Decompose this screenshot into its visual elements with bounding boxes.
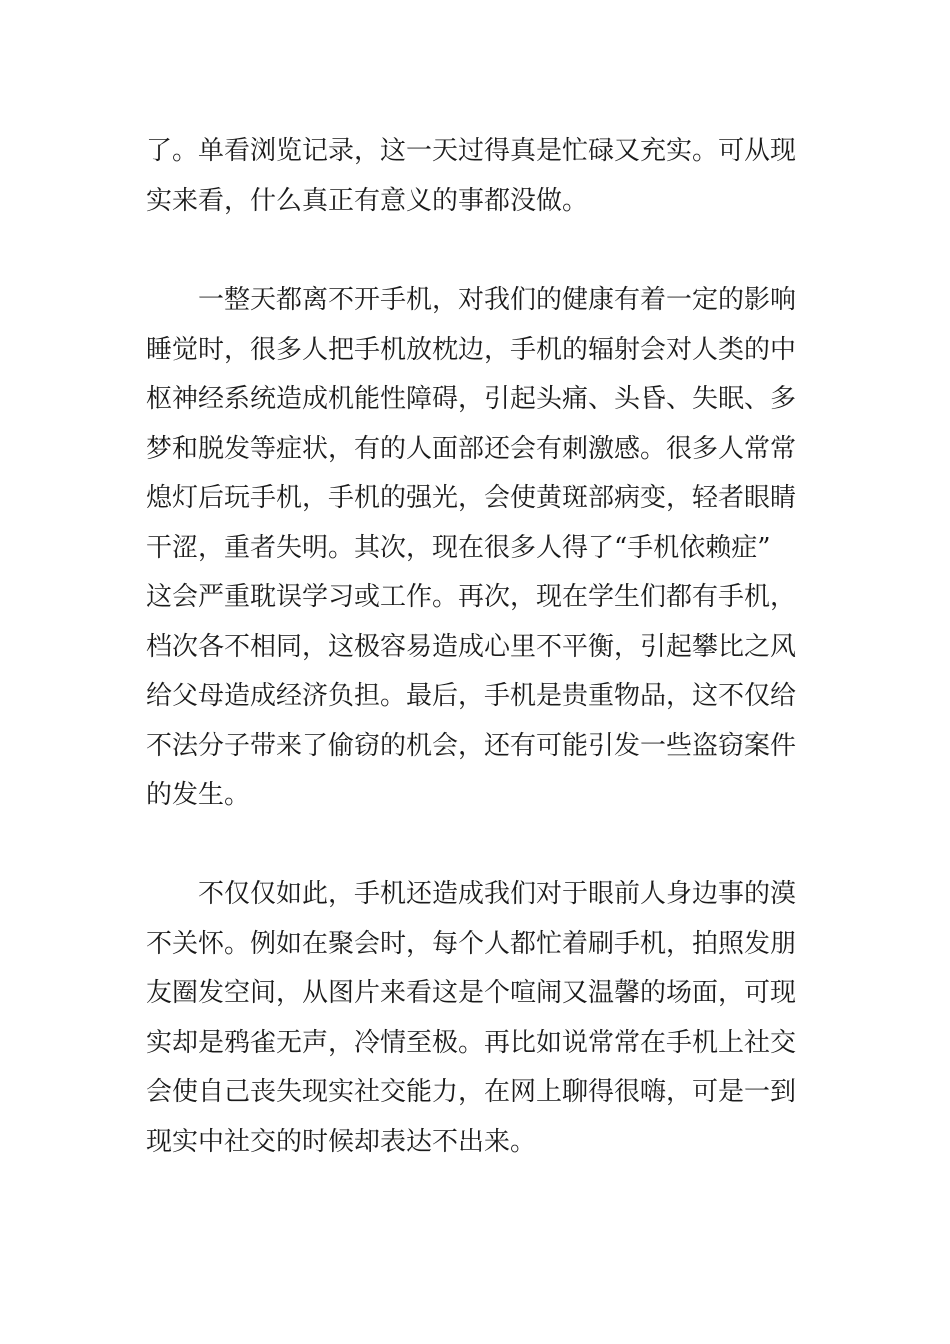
text-line: 实来看，什么真正有意义的事都没做。 [146, 185, 589, 216]
text-line: 实却是鸦雀无声，冷情至极。再比如说常常在手机上社交 [146, 1027, 797, 1058]
paragraph-3 [146, 870, 816, 1167]
text-line: 了。单看浏览记录，这一天过得真是忙碌又充实。可从现 [146, 136, 797, 166]
text-line: 的发生。 [146, 780, 251, 810]
text-line: 熄灯后玩手机，手机的强光，会使黄斑部病变，轻者眼睛 [146, 483, 797, 513]
text-line: 友圈发空间，从图片来看这是个喧闹又温馨的场面，可现 [146, 978, 797, 1008]
text-line: 不关怀。例如在聚会时，每个人都忙着刷手机，拍照发朋 [146, 928, 797, 959]
text-line: 现实中社交的时候却表达不出来。 [146, 1126, 537, 1157]
paragraph-1 [146, 127, 816, 226]
text-line: 不仅仅如此，手机还造成我们对于眼前人身边事的漠 [146, 879, 797, 909]
paragraph-2 [146, 276, 816, 821]
text-line: 不法分子带来了偷窃的机会，还有可能引发一些盗窃案件 [146, 730, 797, 761]
text-line: 梦和脱发等症状，有的人面部还会有刺激感。很多人常常 [146, 433, 797, 464]
text-line: 一整天都离不开手机，对我们的健康有着一定的影响 [146, 285, 797, 315]
text-line: 枢神经系统造成机能性障碍，引起头痛、头昏、失眠、多 [146, 384, 797, 414]
text-line: 干涩，重者失明。其次，现在很多人得了“手机依赖症” [146, 532, 771, 563]
text-line: 给父母造成经济负担。最后，手机是贵重物品，这不仅给 [146, 681, 797, 711]
text-line: 会使自己丧失现实社交能力，在网上聊得很嗨，可是一到 [146, 1077, 797, 1107]
text-line: 档次各不相同，这极容易造成心里不平衡，引起攀比之风 [146, 631, 797, 662]
text-line: 睡觉时，很多人把手机放枕边，手机的辐射会对人类的中 [146, 334, 797, 365]
text-line: 这会严重耽误学习或工作。再次，现在学生们都有手机， [146, 582, 797, 612]
